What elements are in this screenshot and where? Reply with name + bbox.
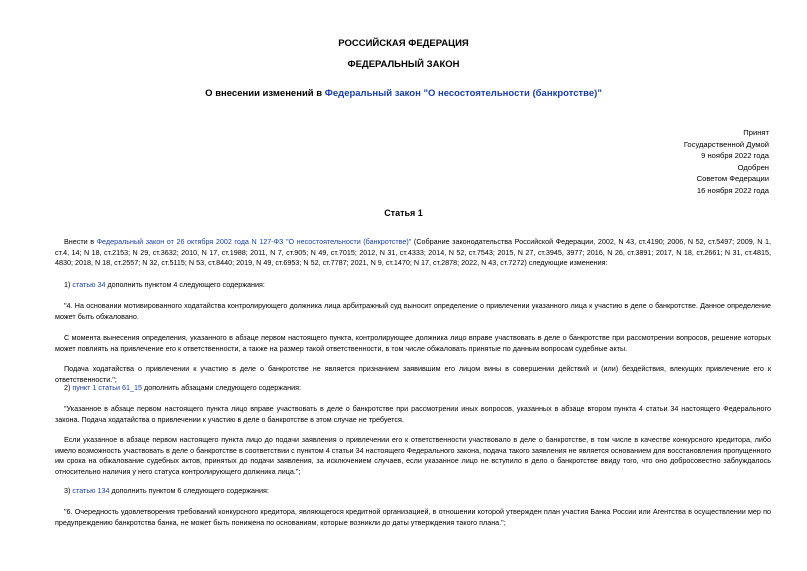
- item-1-paragraph-1: [55, 301, 771, 322]
- item-2: [55, 383, 771, 394]
- article-heading: Статья 1: [384, 208, 423, 218]
- intro-law-link[interactable]: Федеральный закон от 26 октября 2002 года N 127-ФЗ "О несостоятельности (банкротстве)": [96, 237, 412, 246]
- item-3-link[interactable]: статью 134: [72, 486, 110, 495]
- item-2-link[interactable]: пункт 1 статьи 61_15: [72, 383, 143, 392]
- item-3: [55, 486, 771, 497]
- item-2-paragraph-1: [55, 404, 771, 425]
- item-1-paragraph-2-text: С момента вынесения определения, указанного в абзаце первом настоящего пункта, контролирующее должника лицо вправе участвовать в деле о банкротстве при рассмотрении вопросов, решение которых может повлиять на привлечение его к ответственности, а также на размер такой ответственности, в том числе обжаловать принятые по данным вопросам судебные акты.: [55, 333, 771, 353]
- item-2-paragraph-2: [55, 435, 771, 477]
- item-3-num: 3): [64, 486, 73, 495]
- item-1-paragraph-3-text: Подача ходатайства о привлечении к участию в деле о банкротстве не является признанием заявившим его лицом вины в совершении действий и (или) бездействия, влекущих привлечение его к ответственности.";: [55, 364, 771, 384]
- item-1-rest: дополнить пунктом 4 следующего содержания:: [105, 280, 265, 289]
- adoption-block: [684, 127, 769, 196]
- item-3-paragraph-1: [55, 507, 771, 528]
- intro-paragraph: [55, 237, 771, 269]
- law-title: [0, 88, 807, 99]
- item-1-link[interactable]: статью 34: [72, 280, 106, 289]
- intro-rest: (Собрание законодательства Российской Федерации, 2002, N 43, ст.4190; 2006, N 52, ст.5497; 2009, N 1, ст.4, 14; N 18, ст.2153; N 29, ст.3632; 2010, N 17, ст.1988; 2011, N 7, ст.905; N 49, ст.7015; 2012, N 31, ст.4333; 2014, N 52, ст.7543; 2015, N 27, ст.3945, 3977; 2016, N 26, ст.3891; 2017, N 18, ст.2661; N 31, ст.4815, 4830; 2018, N 18, ст.2557; N 32, ст.5115; N 53, ст.8440; 2019, N 49, ст.6953; N 52, ст.7787; 2021, N 9, ст.1470; N 17, ст.2878; 2022, N 43, ст.7272) следующие изменения:: [55, 237, 772, 268]
- item-1-num: 1): [64, 280, 73, 289]
- item-3-rest: дополнить пунктом 6 следующего содержания:: [109, 486, 269, 495]
- item-1: [55, 280, 771, 291]
- adoption-line: 9 ноября 2022 года: [701, 151, 769, 160]
- item-2-paragraph-1-text: "Указанное в абзаце первом настоящего пункта лицо вправе участвовать в деле о банкротстве при рассмотрении иных вопросов, указанных в абзаце втором пункта 4 статьи 34 настоящего Федерального закона. Подача ходатайства о привлечении к участию в деле о банкротстве в этом случае не требуется.: [55, 404, 771, 424]
- adoption-line: Государственной Думой: [683, 139, 769, 149]
- adoption-line: Одобрен: [737, 162, 769, 172]
- law-title-link[interactable]: Федеральный закон "О несостоятельности (банкротстве)": [324, 88, 602, 99]
- doc-type-heading: ФЕДЕРАЛЬНЫЙ ЗАКОН: [347, 59, 460, 70]
- adoption-line: Принят: [743, 128, 769, 137]
- item-2-rest: дополнить абзацами следующего содержания:: [142, 383, 301, 392]
- item-1-paragraph-2: [55, 333, 771, 354]
- intro-prefix: Внести в: [64, 237, 97, 246]
- item-2-num: 2): [64, 383, 73, 392]
- law-title-prefix: О внесении изменений в: [205, 88, 325, 99]
- country-heading: РОССИЙСКАЯ ФЕДЕРАЦИЯ: [338, 38, 469, 49]
- item-1-paragraph-3: [55, 364, 771, 385]
- adoption-line: Советом Федерации: [696, 174, 769, 183]
- item-2-paragraph-2-text: Если указанное в абзаце первом настоящего пункта лицо до подачи заявления о привлечении его к ответственности участвовало в деле о банкротстве, в том числе в качестве конкурсного кредитора, либо имело возможность участвовать в деле о банкротстве в соответствии с пунктом 4 статьи 34 настоящего Федерального закона, подача такого заявления не является основанием для восстановления пропущенного им срока на обжалование судебных актов, принятых до подачи заявления, за исключением случаев, если указанное лицо не вступило в дело о банкротстве ввиду того, что оно добросовестно заблуждалось относительно наличия у него статуса контролирующего должника лица.";: [55, 435, 771, 476]
- adoption-line: 16 ноября 2022 года: [696, 185, 769, 195]
- item-3-paragraph-1-text: "6. Очередность удовлетворения требований конкурсного кредитора, являющегося кредитной организацией, в отношении которой утвержден план участия Банка России или Агентства в осуществлении мер по предупреждению банкротства банка, не может быть понижена по основаниям, которые возникли до даты утверждения такого плана.";: [55, 507, 771, 527]
- item-1-paragraph-1-text: "4. На основании мотивированного ходатайства контролирующего должника лица арбитражный суд выносит определение о привлечении указанного лица к участию в деле о банкротстве. Данное определение может быть обжаловано.: [55, 301, 771, 321]
